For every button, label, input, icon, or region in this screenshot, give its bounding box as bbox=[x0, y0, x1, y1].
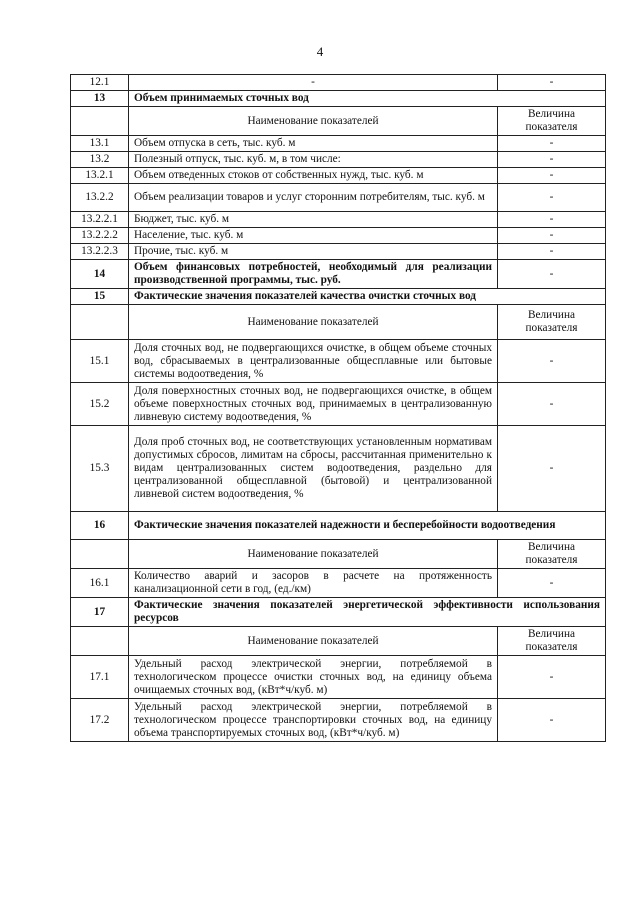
row-number: 17.2 bbox=[71, 699, 129, 742]
indicator-value: - bbox=[498, 228, 606, 244]
column-header-row bbox=[71, 540, 606, 569]
table-row bbox=[71, 569, 606, 598]
row-number: 13.2.2.2 bbox=[71, 228, 129, 244]
header-blank-cell bbox=[71, 540, 129, 569]
column-header-value: Величина показателя bbox=[498, 540, 606, 569]
indicator-value: - bbox=[498, 136, 606, 152]
indicator-name: Полезный отпуск, тыс. куб. м, в том числе: bbox=[129, 152, 498, 168]
section-title: Объем финансовых потребностей, необходимый для реализации производственной программы, тыс. руб. bbox=[129, 260, 498, 289]
section-row bbox=[71, 598, 606, 627]
indicator-value: - bbox=[498, 184, 606, 212]
column-header-row bbox=[71, 107, 606, 136]
indicator-name: Доля проб сточных вод, не соответствующих установленным нормативам допустимых сбросов, лимитам на сбросы, рассчитанная применительно к видам централизованных систем водоотведения, раздельно для централизованной общесплавной (бытовой) и централизованной ливневой систем водоотведения, % bbox=[129, 426, 498, 512]
table-row bbox=[71, 228, 606, 244]
row-number: 15.1 bbox=[71, 340, 129, 383]
indicator-name: Количество аварий и засоров в расчете на протяженность канализационной сети в год, (ед./км) bbox=[129, 569, 498, 598]
indicator-name: Доля поверхностных сточных вод, не подвергающихся очистке, в общем объеме поверхностных сточных вод, принимаемых в централизованную ливневую систему водоотведения, % bbox=[129, 383, 498, 426]
section-row bbox=[71, 91, 606, 107]
indicator-value: - bbox=[498, 699, 606, 742]
column-header-name: Наименование показателей bbox=[129, 627, 498, 656]
section-title: Фактические значения показателей энергетической эффективности использования ресурсов bbox=[129, 598, 606, 627]
page-number: 4 bbox=[316, 44, 324, 59]
indicator-name: Объем реализации товаров и услуг сторонним потребителям, тыс. куб. м bbox=[129, 184, 498, 212]
row-number: 13.1 bbox=[71, 136, 129, 152]
indicator-value: - bbox=[498, 152, 606, 168]
row-number: 13.2.1 bbox=[71, 168, 129, 184]
row-number: 17.1 bbox=[71, 656, 129, 699]
row-number: 13.2 bbox=[71, 152, 129, 168]
indicators-table bbox=[70, 74, 606, 742]
indicator-name: Бюджет, тыс. куб. м bbox=[129, 212, 498, 228]
table-body bbox=[71, 75, 606, 742]
table-row bbox=[71, 244, 606, 260]
section-row bbox=[71, 289, 606, 305]
section-number: 16 bbox=[71, 512, 129, 540]
row-number: 13.2.2.3 bbox=[71, 244, 129, 260]
table-row bbox=[71, 75, 606, 91]
indicator-value: - bbox=[498, 212, 606, 228]
column-header-name: Наименование показателей bbox=[129, 540, 498, 569]
table-row bbox=[71, 168, 606, 184]
indicator-name: Удельный расход электрической энергии, потребляемой в технологическом процессе очистки сточных вод, на единицу объема очищаемых сточных вод, (кВт*ч/куб. м) bbox=[129, 656, 498, 699]
indicator-value: - bbox=[498, 244, 606, 260]
column-header-name: Наименование показателей bbox=[129, 305, 498, 340]
indicator-value: - bbox=[498, 168, 606, 184]
indicator-name: Удельный расход электрической энергии, потребляемой в технологическом процессе транспортировки сточных вод, на единицу объема транспортируемых сточных вод, (кВт*ч/куб. м) bbox=[129, 699, 498, 742]
header-blank-cell bbox=[71, 627, 129, 656]
table-row bbox=[71, 426, 606, 512]
indicator-value: - bbox=[498, 260, 606, 289]
section-number: 17 bbox=[71, 598, 129, 627]
row-number: 13.2.2.1 bbox=[71, 212, 129, 228]
indicator-value: - bbox=[498, 75, 606, 91]
row-number: 15.3 bbox=[71, 426, 129, 512]
column-header-row bbox=[71, 305, 606, 340]
section-number: 15 bbox=[71, 289, 129, 305]
column-header-name: Наименование показателей bbox=[129, 107, 498, 136]
table-row bbox=[71, 340, 606, 383]
column-header-value: Величина показателя bbox=[498, 305, 606, 340]
row-number: 16.1 bbox=[71, 569, 129, 598]
table-row bbox=[71, 656, 606, 699]
section-row bbox=[71, 512, 606, 540]
indicator-name: Прочие, тыс. куб. м bbox=[129, 244, 498, 260]
row-number: 13.2.2 bbox=[71, 184, 129, 212]
indicator-name: Объем отведенных стоков от собственных нужд, тыс. куб. м bbox=[129, 168, 498, 184]
indicator-name: Доля сточных вод, не подвергающихся очистке, в общем объеме сточных вод, сбрасываемых в централизованные общесплавные или бытовые системы водоотведения, % bbox=[129, 340, 498, 383]
table-row bbox=[71, 184, 606, 212]
table-row bbox=[71, 136, 606, 152]
section-title: Объем принимаемых сточных вод bbox=[129, 91, 606, 107]
header-blank-cell bbox=[71, 107, 129, 136]
section-title: Фактические значения показателей качества очистки сточных вод bbox=[129, 289, 606, 305]
column-header-value: Величина показателя bbox=[498, 627, 606, 656]
indicator-value: - bbox=[498, 426, 606, 512]
section-title: Фактические значения показателей надежности и бесперебойности водоотведения bbox=[129, 512, 606, 540]
row-number: 15.2 bbox=[71, 383, 129, 426]
indicator-name: - bbox=[129, 75, 498, 91]
indicator-name: Население, тыс. куб. м bbox=[129, 228, 498, 244]
table-row bbox=[71, 212, 606, 228]
indicator-name: Объем отпуска в сеть, тыс. куб. м bbox=[129, 136, 498, 152]
table-row bbox=[71, 383, 606, 426]
section-number: 14 bbox=[71, 260, 129, 289]
header-blank-cell bbox=[71, 305, 129, 340]
table-row bbox=[71, 152, 606, 168]
row-number: 12.1 bbox=[71, 75, 129, 91]
indicator-value: - bbox=[498, 656, 606, 699]
indicator-value: - bbox=[498, 569, 606, 598]
section-row bbox=[71, 260, 606, 289]
indicator-value: - bbox=[498, 340, 606, 383]
section-number: 13 bbox=[71, 91, 129, 107]
column-header-value: Величина показателя bbox=[498, 107, 606, 136]
column-header-row bbox=[71, 627, 606, 656]
indicator-value: - bbox=[498, 383, 606, 426]
table-row bbox=[71, 699, 606, 742]
